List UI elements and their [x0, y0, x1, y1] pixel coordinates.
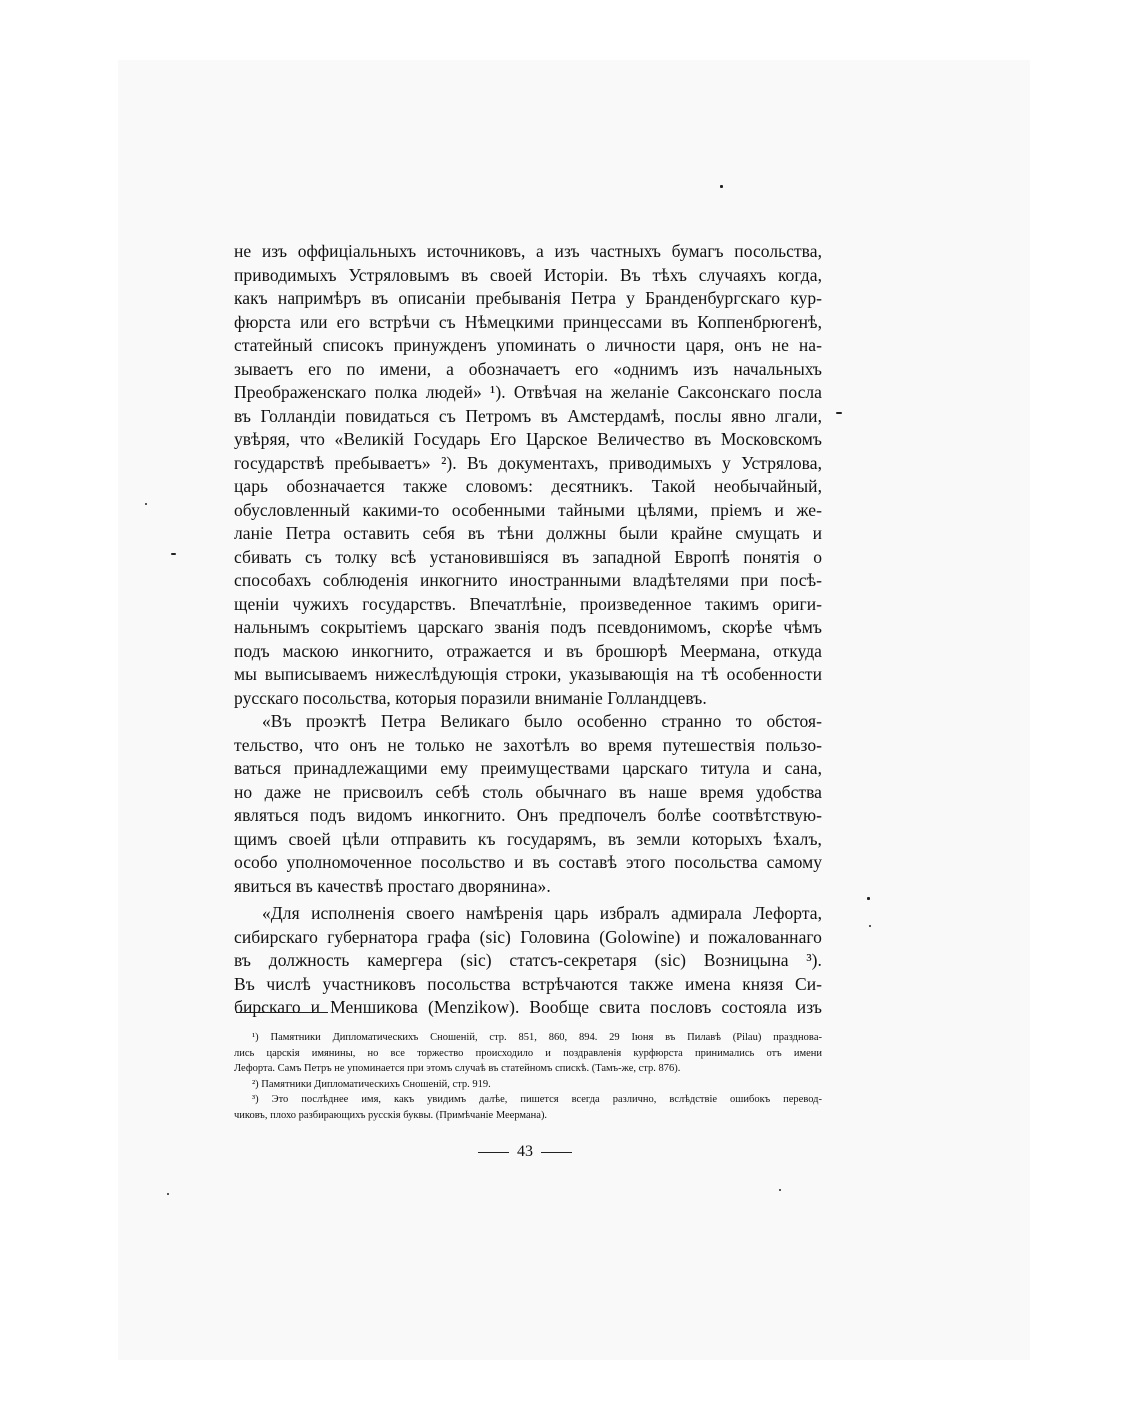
- body-line: Преображенскаго полка людей» ¹). Отвѣчая на желаніе Саксонскаго посла: [234, 382, 822, 402]
- footnote-line: чиковъ, плохо разбирающихъ русскія буквы. (Примѣчаніе Меермана).: [234, 1109, 548, 1121]
- body-line: царь обозначается также словомъ: десятникъ. Такой необычайный,: [234, 476, 822, 496]
- body-line: приводимыхъ Устряловымъ въ своей Исторіи. Въ тѣхъ случаяхъ когда,: [234, 264, 822, 285]
- body-line: въ Голландіи повидаться съ Петромъ въ Амстердамѣ, послы явно лгали,: [234, 405, 822, 426]
- footnote-line: ¹) Памятники Дипломатическихъ Сношеній, стр. 851, 860, 894. 29 Іюня въ Пилавѣ (Pilau) праздновa-: [252, 1032, 822, 1043]
- footnote-line: лись царскія имянины, но все торжество происходило и поздравленія курфюрста принимались отъ имени: [234, 1047, 822, 1059]
- body-line: ланіе Петра оставить себя въ тѣни должны были крайне смущать и: [234, 523, 822, 543]
- body-line: но даже не присвоилъ себѣ столь обычнаго въ наше время удобства: [234, 781, 822, 802]
- body-line: фюрста или его встрѣчи съ Нѣмецкими принцессами въ Коппенбрюгенѣ,: [234, 311, 822, 332]
- page-number-dash-right: [541, 1152, 572, 1153]
- body-line: способахъ соблюденія инкогнито иностранными владѣтелями при посѣ-: [234, 570, 822, 590]
- body-line: «Для исполненія своего намѣренія царь избралъ адмирала Лефорта,: [262, 903, 822, 923]
- scan-speck: [867, 897, 870, 900]
- scan-speck: [167, 1193, 169, 1195]
- body-line: сбивать съ толку всѣ установившіяся въ западной Европѣ понятія о: [234, 546, 822, 567]
- footnote-line: Лефорта. Самъ Петръ не упоминается при этомъ случаѣ въ статейномъ спискѣ. (Тамъ-же, стр. 876).: [234, 1063, 681, 1074]
- body-line: увѣряя, что «Великій Государь Его Царское Величество въ Московскомъ: [234, 429, 822, 449]
- footnote-rule: [236, 1012, 328, 1013]
- body-line: русскаго посольства, которыя поразили вниманіе Голландцевъ.: [234, 687, 707, 708]
- body-line: щимъ своей цѣли отправить къ государямъ, въ земли которыхъ ѣхалъ,: [234, 828, 822, 849]
- body-line: государствѣ пребываетъ» ²). Въ документахъ, приводимыхъ у Устрялова,: [234, 452, 822, 473]
- body-line: сибирскаго губернатора графа (sic) Головина (Golowine) и пожалованнаго: [234, 926, 822, 947]
- body-line: статейный списокъ принужденъ упоминать о личности царя, онъ не на-: [234, 335, 822, 355]
- body-line: не изъ оффиціальныхъ источниковъ, а изъ частныхъ бумагъ посольства,: [234, 241, 822, 261]
- body-line: зываетъ его по имени, а обозначаетъ его «однимъ изъ начальныхъ: [234, 358, 822, 379]
- body-line: явиться въ качествѣ простаго дворянина».: [234, 875, 551, 896]
- scan-speck: [869, 925, 871, 927]
- footnotes: [234, 1030, 822, 1123]
- page-number-value: 43: [517, 1143, 533, 1160]
- body-line: тельство, что онъ не только не захотѣлъ во время путешествія пользо-: [234, 734, 822, 755]
- body-line: ваться принадлежащими ему преимуществами царскаго титула и сана,: [234, 758, 822, 778]
- page-number-dash-left: [478, 1152, 509, 1153]
- body-line: Въ числѣ участниковъ посольства встрѣчаются также имена князя Си-: [234, 973, 822, 994]
- body-line: нальнымъ сокрытіемъ царскаго званія подъ псевдонимомъ, скорѣе чѣмъ: [234, 617, 822, 637]
- body-line: обусловленный какими-то особенными тайными цѣлями, пріемъ и же-: [234, 499, 822, 520]
- scan-speck: [779, 1189, 781, 1191]
- scan-speck: [720, 185, 723, 188]
- scan-speck: [836, 412, 842, 414]
- scan-speck: [145, 503, 147, 505]
- body-line: щеніи чужихъ государствъ. Впечатлѣніе, произведенное такимъ ориги-: [234, 593, 822, 614]
- body-line: въ должность камергера (sic) статсъ-секретаря (sic) Возницына ³).: [234, 950, 822, 970]
- scan-speck: [171, 553, 176, 555]
- body-line: мы выписываемъ нижеслѣдующія строки, указывающія на тѣ особенности: [234, 664, 822, 684]
- body-line: особо уполномоченное посольство и въ составѣ этого посольства самому: [234, 852, 822, 872]
- main-text: [234, 240, 822, 1020]
- body-line: бирскаго и Меншикова (Menzikow). Вообще свита пословъ состояла изъ: [234, 997, 822, 1017]
- body-line: какъ напримѣръ въ описаніи пребыванія Петра у Бранденбургскаго кур-: [234, 288, 822, 308]
- footnote-line: ²) Памятники Дипломатическихъ Сношеній, стр. 919.: [252, 1078, 491, 1090]
- body-line: являться подъ видомъ инкогнито. Онъ предпочелъ болѣе соотвѣтствую-: [234, 805, 822, 825]
- footnote-line: ³) Это послѣднее имя, какъ увидимъ далѣе, пишется всегда различно, вслѣдствіе ошибокъ перевод-: [252, 1094, 822, 1105]
- body-line: «Въ проэктѣ Петра Великаго было особенно странно то обстоя-: [262, 711, 822, 731]
- body-line: подъ маскою инкогнито, отражается и въ брошюрѣ Меермана, откуда: [234, 640, 822, 661]
- page-number: [470, 1141, 580, 1163]
